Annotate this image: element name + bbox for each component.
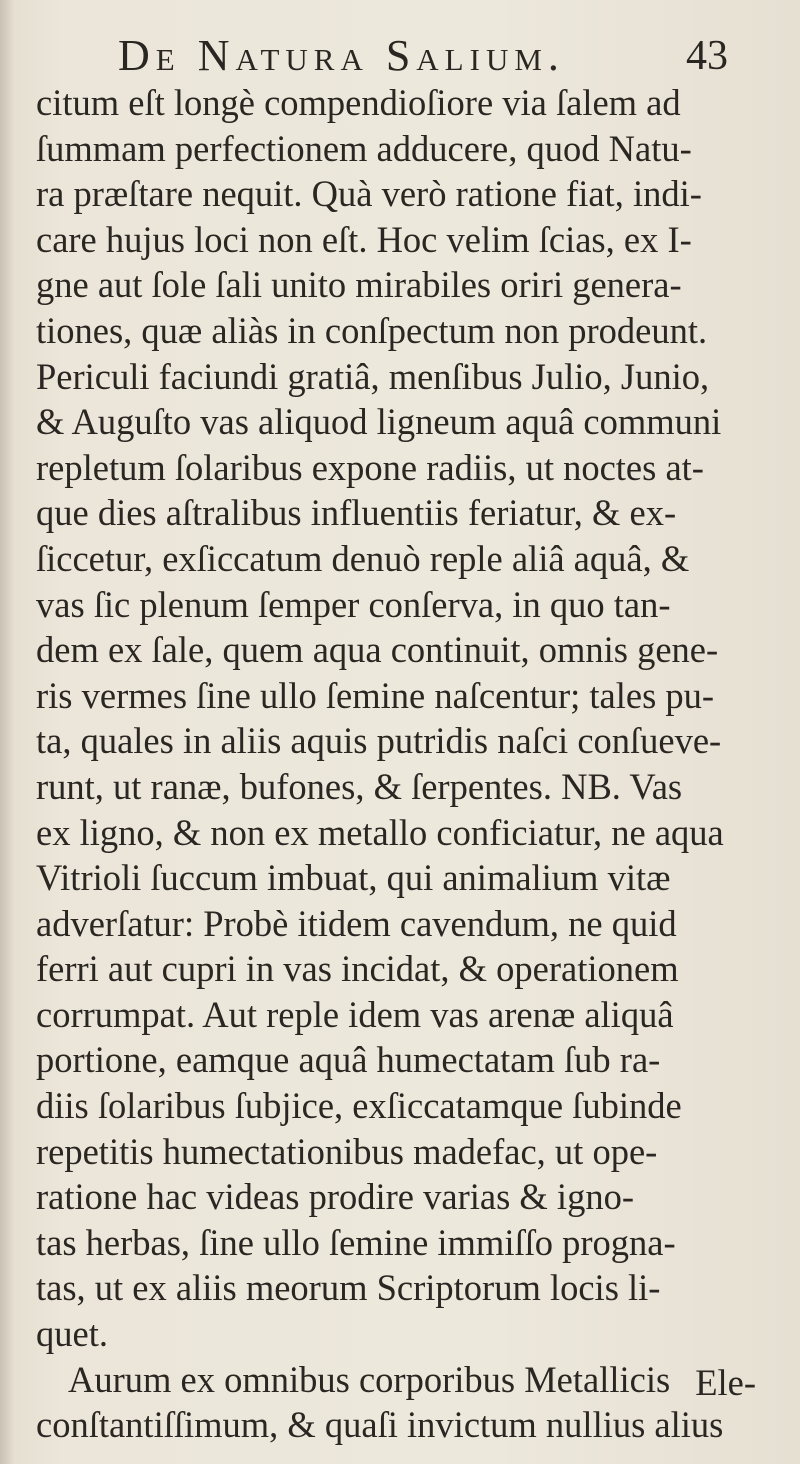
text-line: portione, eamque aquâ humectatam ſub ra- [36,1039,661,1081]
text-line: ſummam perfectionem adducere, quod Natu- [36,127,692,169]
text-line: tas herbas, ſine ullo ſemine immiſſo progna- [36,1221,676,1263]
text-line: ratione hac videas prodire varias & igno- [36,1176,634,1218]
text-line: que dies aſtralibus influentiis feriatur, & ex- [36,492,677,534]
text-line: adverſatur: Probè itidem cavendum, ne quid [36,902,677,944]
text-line: ſiccetur, exſiccatum denuò reple aliâ aquâ, & [36,537,690,579]
text-line: tiones, quæ aliàs in conſpectum non prodeunt. [36,309,708,351]
text-line: dem ex ſale, quem aqua continuit, omnis gene- [36,629,719,671]
text-line: ra præſtare nequit. Quà verò ratione fiat, indi- [36,173,702,215]
text-line: ex ligno, & non ex metallo conficiatur, ne aqua [36,811,724,853]
running-title: De Natura Salium. [118,31,565,80]
text-line: quet. [36,1313,108,1355]
text-line: ta, quales in aliis aquis putridis naſci conſueve- [36,720,722,762]
page-number: 43 [686,33,728,79]
text-line: & Auguſto vas aliquod ligneum aquâ communi [36,401,722,443]
text-line: ris vermes ſine ullo ſemine naſcentur; tales pu- [36,674,715,716]
page-header [118,30,740,86]
text-line: gne aut ſole ſali unito mirabiles oriri genera- [36,264,682,306]
text-line: citum eſt longè compendioſiore via ſalem ad [36,82,681,123]
text-line: diis ſolaribus ſubjice, exſiccatamque ſubinde [36,1085,682,1127]
text-line: corrumpat. Aut reple idem vas arenæ aliquâ [36,993,674,1035]
text-line: runt, ut ranæ, bufones, & ſerpentes. NB. Vas [36,765,683,807]
text-line: care hujus loci non eſt. Hoc velim ſcias, ex I- [36,218,692,260]
catchword: Ele- [695,1362,756,1403]
body-text [36,80,766,1448]
text-line: tas, ut ex aliis meorum Scriptorum locis li- [36,1267,661,1309]
text-line: repetitis humectationibus madefac, ut ope- [36,1130,658,1172]
text-line: repletum ſolaribus expone radiis, ut noctes at- [36,446,704,488]
text-line: ferri aut cupri in vas incidat, & operationem [36,948,679,990]
text-line: Vitrioli ſuccum imbuat, qui animalium vitæ [36,857,671,899]
page-gutter-shadow [0,0,14,1464]
text-line: vas ſic plenum ſemper conſerva, in quo tan- [36,583,671,625]
text-line: Periculi faciundi gratiâ, menſibus Julio, Junio, [36,355,710,397]
paragraph-start-line: Aurum ex omnibus corporibus Metallicis [68,1358,671,1400]
text-line: conſtantiſſimum, & quaſi invictum nullius alius [36,1404,724,1446]
